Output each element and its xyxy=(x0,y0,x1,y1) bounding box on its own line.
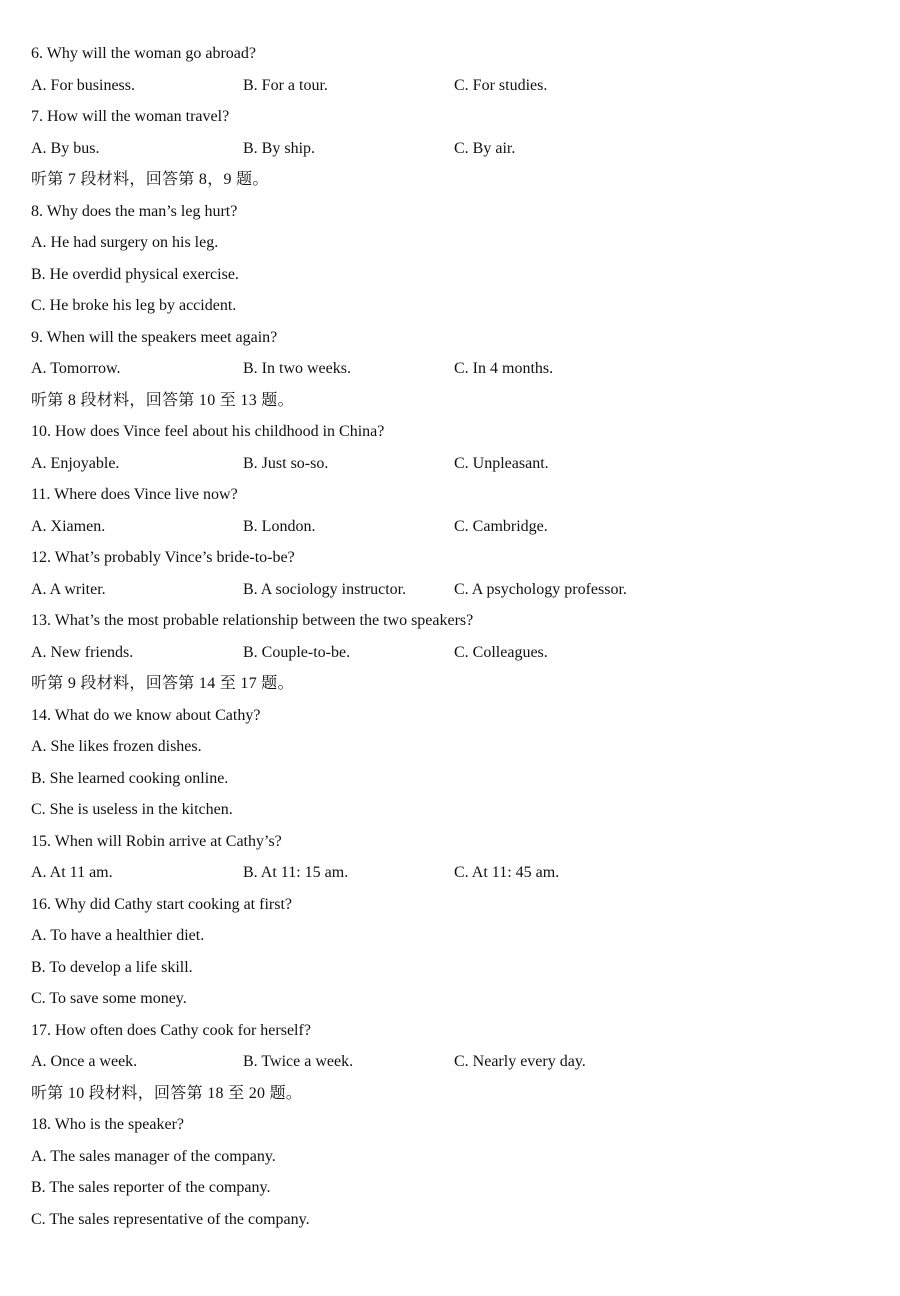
question-text: 18. Who is the speaker? xyxy=(31,1116,184,1133)
question-text: 7. How will the woman travel? xyxy=(31,108,230,125)
answer-option: A. The sales manager of the company. xyxy=(31,1147,276,1165)
answer-option: C. To save some money. xyxy=(31,990,187,1007)
answer-option: A. By bus. xyxy=(31,139,100,157)
answer-option: C. At 11: 45 am. xyxy=(454,864,560,881)
answer-option: B. London. xyxy=(243,517,316,535)
answer-option: A. To have a healthier diet. xyxy=(31,927,205,944)
answer-option: B. She learned cooking online. xyxy=(31,769,229,787)
answer-option: C. For studies. xyxy=(454,76,548,94)
answer-option: C. In 4 months. xyxy=(454,360,554,377)
section-instruction: 听第 9 段材料，回答第 14 至 17 题。 xyxy=(31,675,294,692)
answer-option: A. New friends. xyxy=(31,643,134,661)
section-instruction: 听第 7 段材料，回答第 8，9 题。 xyxy=(31,171,269,188)
answer-option: B. Just so-so. xyxy=(243,454,329,472)
answer-option: C. He broke his leg by accident. xyxy=(31,297,237,314)
question-text: 9. When will the speakers meet again? xyxy=(31,328,278,346)
answer-option: A. Xiamen. xyxy=(31,517,106,535)
answer-option: C. Colleagues. xyxy=(454,643,548,661)
question-text: 12. What’s probably Vince’s bride-to-be? xyxy=(31,549,295,566)
answer-options-row xyxy=(31,639,871,671)
answer-option: C. The sales representative of the company. xyxy=(31,1210,310,1228)
answer-option: C. She is useless in the kitchen. xyxy=(31,801,233,818)
answer-option: C. Nearly every day. xyxy=(454,1053,586,1070)
question-text: 14. What do we know about Cathy? xyxy=(31,706,261,724)
answer-option: A. Enjoyable. xyxy=(31,454,120,472)
section-instruction: 听第 8 段材料，回答第 10 至 13 题。 xyxy=(31,391,294,409)
answer-option: A. For business. xyxy=(31,76,136,94)
answer-options-row xyxy=(31,355,871,387)
question-text: 17. How often does Cathy cook for herself? xyxy=(31,1021,311,1039)
answer-option: B. A sociology instructor. xyxy=(243,580,407,598)
question-text: 10. How does Vince feel about his childhood in China? xyxy=(31,423,385,440)
answer-option: B. At 11: 15 am. xyxy=(243,864,349,881)
answer-option: B. The sales reporter of the company. xyxy=(31,1179,271,1196)
answer-option: B. By ship. xyxy=(243,139,316,157)
answer-option: B. Twice a week. xyxy=(243,1053,354,1070)
answer-option: C. Cambridge. xyxy=(454,517,548,535)
answer-option: B. To develop a life skill. xyxy=(31,958,193,976)
answer-options-row xyxy=(31,1048,871,1080)
answer-option: C. A psychology professor. xyxy=(454,580,627,598)
question-text: 8. Why does the man’s leg hurt? xyxy=(31,202,238,220)
answer-options-row xyxy=(31,513,871,545)
question-text: 15. When will Robin arrive at Cathy’s? xyxy=(31,832,282,850)
question-text: 16. Why did Cathy start cooking at first? xyxy=(31,895,292,913)
question-text: 6. Why will the woman go abroad? xyxy=(31,45,256,62)
section-instruction: 听第 10 段材料，回答第 18 至 20 题。 xyxy=(31,1084,303,1102)
answer-option: C. Unpleasant. xyxy=(454,454,549,472)
exam-page xyxy=(31,40,871,1237)
answer-option: A. Once a week. xyxy=(31,1053,138,1070)
answer-option: A. Tomorrow. xyxy=(31,360,121,377)
answer-options-row xyxy=(31,72,871,104)
question-text: 11. Where does Vince live now? xyxy=(31,486,238,503)
answer-options-row xyxy=(31,859,871,891)
answer-option: B. In two weeks. xyxy=(243,360,351,377)
answer-option: A. At 11 am. xyxy=(31,864,113,881)
answer-options-row xyxy=(31,576,871,608)
answer-option: B. Couple-to-be. xyxy=(243,643,351,661)
answer-option: B. He overdid physical exercise. xyxy=(31,265,239,283)
answer-option: A. A writer. xyxy=(31,580,106,598)
answer-options-row xyxy=(31,135,871,167)
answer-option: C. By air. xyxy=(454,139,516,157)
answer-option: B. For a tour. xyxy=(243,76,328,94)
question-text: 13. What’s the most probable relationship between the two speakers? xyxy=(31,612,474,629)
answer-option: A. He had surgery on his leg. xyxy=(31,234,219,251)
answer-option: A. She likes frozen dishes. xyxy=(31,738,202,755)
answer-options-row xyxy=(31,450,871,482)
